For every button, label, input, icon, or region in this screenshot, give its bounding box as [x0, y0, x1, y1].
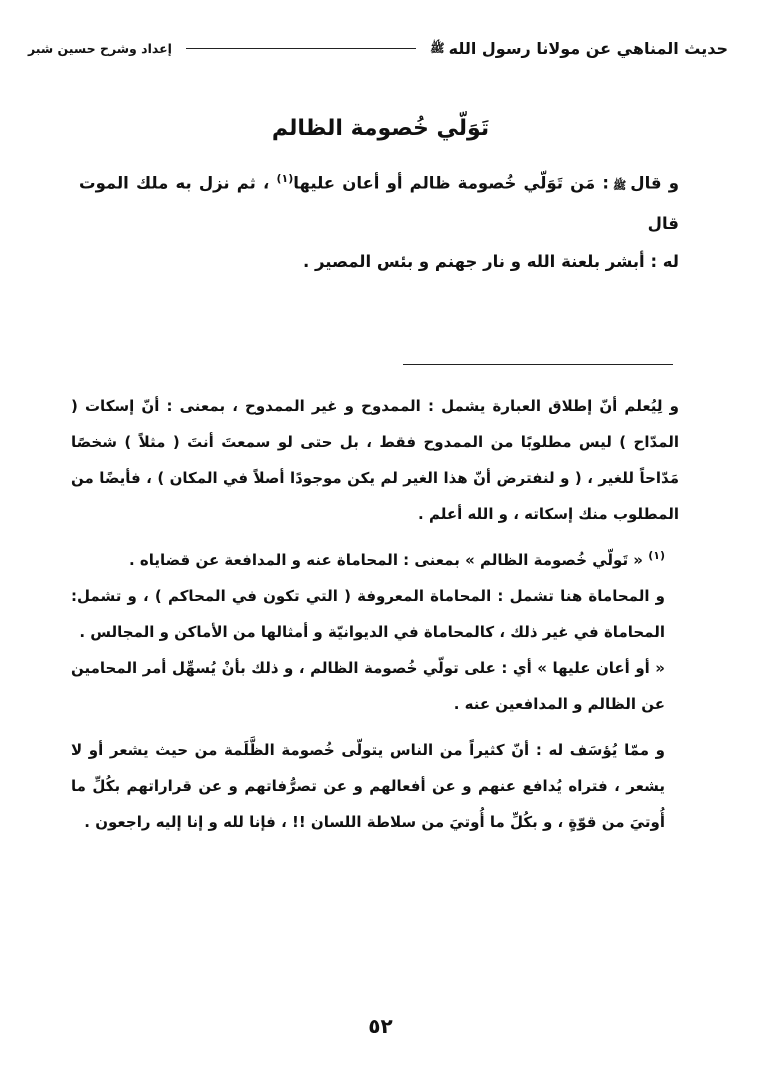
running-head-rule: [186, 48, 416, 49]
footnote-marker: (١): [648, 549, 665, 562]
running-head-author: إعداد وشرح حسين شبر: [28, 40, 172, 56]
note-paragraph-4: و ممّا يُؤسَف له : أنّ كثيراً من الناس يتولّى خُصومة الظَّلَمة من حيث يشعر أو لا يشعر ، فتراه يُدافع عنهم و عن أفعالهم و عن تصرُّفاتهم و عن قراراتهم بكُلِّ ما أُوتيَ من قوّةٍ ، و بكُلِّ ما أُوتيَ من سلاطة اللسان !! ، فإنا لله و إنا إليه راجعون .: [71, 741, 665, 831]
prophet-seal-icon: ﷺ: [430, 40, 445, 55]
footnotes: [71, 388, 679, 840]
prophet-seal-icon: ﷺ: [612, 178, 627, 192]
note-paragraph-3: « أو أعان عليها » أي : على تولّي خُصومة الظالم ، و ذلك بأنْ يُسهِّل أمر المحامين عن الظالم و المدافعين عنه .: [71, 659, 665, 713]
note-paragraph-2: و المحاماة هنا تشمل : المحاماة المعروفة ( التي تكون في المحاكم ) ، و تشمل: المحاماة في غير ذلك ، كالمحاماة في الديوانيّة و أمثالها من الأماكن و المجالس .: [71, 587, 665, 641]
running-head-title: حديث المناهي عن مولانا رسول اللهﷺ: [430, 38, 728, 58]
running-head: [28, 34, 728, 62]
section-heading: تَوَلّي خُصومة الظالم: [271, 116, 490, 141]
footnote-1: [71, 538, 679, 578]
footnote-reference: (١): [276, 172, 294, 185]
footnote-separator: [403, 364, 673, 365]
footnote-text: « تَولّي خُصومة الظالم » بمعنى : المحاماة عنه و المدافعة عن قضاياه .: [128, 551, 643, 569]
note-paragraph-1: و لِيُعلم أنّ إطلاق العبارة يشمل : الممدوح و غير الممدوح ، بمعنى : أنّ إسكات ( المدّاح ) ليس مطلوبًا من الممدوح فقط ، بل حتى لو سمعتَ أنتَ ( مثلاً ) شخصًا مَدّاحاً للغير ، ( و لنفترض أنّ هذا الغير لم يكن موجودًا أصلاً في المكان ) ، فأيضًا من المطلوب منك إسكاته ، و الله أعلم .: [71, 397, 679, 523]
hadith-text: و قالﷺ: مَن تَوَلّي خُصومة ظالم أو أعان عليها$^{(١)}$ ، ثم نزل به ملك الموت قال له : أبشر بلعنة الله و نار جهنم و بئس المصير .: [79, 160, 679, 281]
hadith-line-2: له : أبشر بلعنة الله و نار جهنم و بئس المصير .: [302, 251, 679, 271]
page-number: ٥٢: [368, 1014, 393, 1038]
